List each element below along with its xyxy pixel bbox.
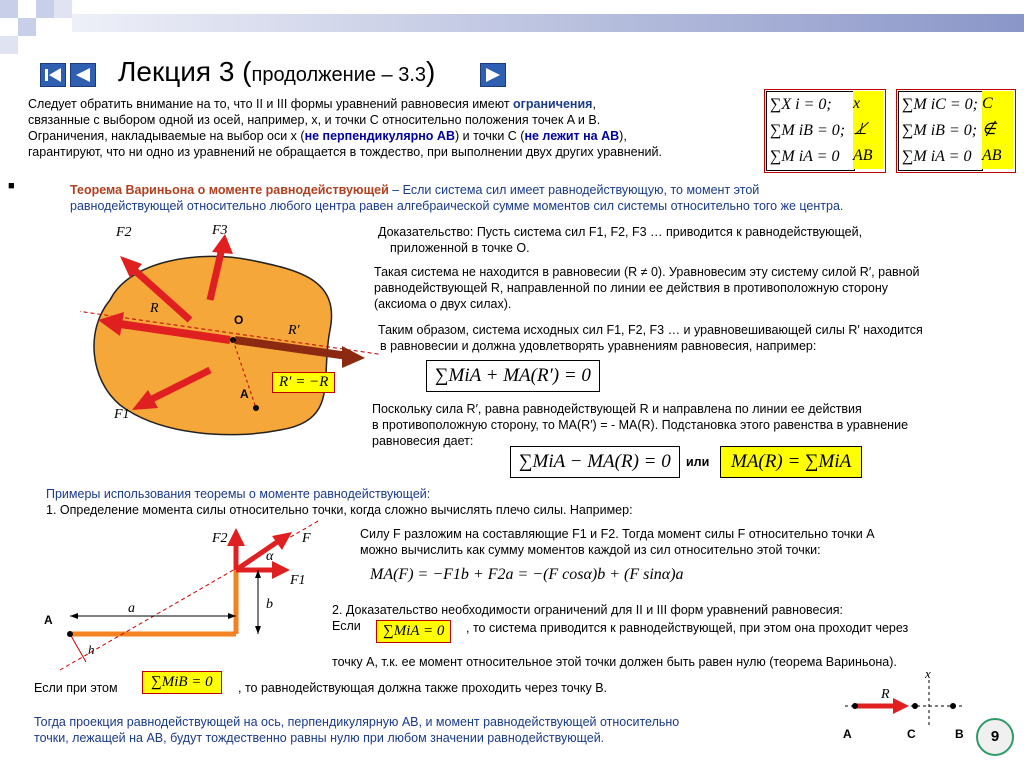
then2-text: , то равнодействующая должна также проходить через точку B. [238, 681, 608, 695]
label-f2: F2 [116, 225, 132, 240]
item2-text: 2. Доказательство необходимости ограничений для II и III форм уравнений равновесия: [332, 603, 843, 617]
svg-text:a: a [128, 601, 135, 616]
if-label: Если [332, 619, 361, 633]
or-label: или [686, 455, 710, 469]
first-slide-button[interactable] [40, 63, 66, 87]
svg-text:C: C [907, 727, 916, 741]
label-a: A [240, 387, 249, 401]
resultant-line-figure [835, 668, 975, 748]
bullet-icon: ■ [8, 180, 15, 192]
arrow-right-icon [481, 64, 505, 86]
intro-text: Следует обратить внимание на то, что II и III формы уравнений равновесия имеют ограничения, связанные с выбором одной из осей, например, x, и точки C относительно положения точек A и B. Ограничения, накладываемые на выбор оси x (не перпендикулярно AB) и точки C (не лежит на AB), гарантируют, что ни одно из уравнений не обращается в тождество, при выполнении двух других уравнений. [28, 97, 662, 159]
equation-sum-mia-zero: ∑MiA = 0 [376, 620, 451, 643]
svg-text:R: R [881, 687, 890, 702]
arrow-left-icon [71, 64, 95, 86]
svg-text:F2: F2 [212, 531, 228, 546]
svg-text:B: B [955, 727, 964, 741]
label-f3: F3 [212, 223, 228, 238]
svg-text:F1: F1 [290, 573, 306, 588]
label-o: O [234, 313, 244, 327]
equilibrium-form-3-box: ∑M iC = 0; ∑M iB = 0; ∑M iA = 0 C ∉ AB [896, 89, 1016, 173]
equation-sum-minus-ma: ∑MiA − MA(R) = 0 [510, 446, 680, 478]
force-f-arrow [236, 532, 292, 570]
page-number-badge: 9 [976, 718, 1014, 756]
point-a-fig2 [67, 631, 73, 637]
proof-text-1: Доказательство: Пусть система сил F1, F2, F3 … приводится к равнодействующей, приложенной в точке O. [378, 225, 863, 255]
page-title: Лекция 3 (продолжение – 3.3) [118, 56, 436, 87]
svg-text:A: A [44, 613, 53, 627]
svg-text:x: x [925, 668, 931, 681]
svg-text:F: F [302, 531, 311, 546]
then-text: , то система приводится к равнодействующей, при этом она проходит через [466, 621, 909, 635]
svg-text:α: α [266, 549, 274, 564]
proof-text-3: Таким образом, система исходных сил F1, F2, F3 … и уравновешивающей силы R′ находится в равновесии и должна удовлетворять уравнениям равновесия, например: [378, 323, 923, 353]
point-a-text: точку A, т.к. ее момент относительное этой точки должен быть равен нулю (теорема Вариньона). [332, 655, 897, 669]
skip-back-icon [41, 64, 65, 86]
r-prime-equals-minus-r: R′ = −R [272, 372, 335, 393]
svg-text:A: A [843, 727, 852, 741]
conclusion-text: Тогда проекция равнодействующей на ось, перпендикулярную AB, и момент равнодействующей относительно точки, лежащей на AB, будут тождественно равны нулю при любом значении равнодействующей. [34, 715, 680, 745]
theorem-text: Теорема Вариньона о моменте равнодействующей – Если система сил имеет равнодействующую, то момент этой равнодействующей относительно любого центра равен алгебраической сумме моментов сил системы относительно того же центра. [70, 183, 844, 213]
examples-block: Примеры использования теоремы о моменте равнодействующей: 1. Определение момента силы относительно точки, когда сложно вычислять плечо силы. Например: [46, 487, 633, 517]
svg-text:h: h [88, 642, 95, 657]
equation-sum-plus-ma: ∑MiA + MA(R′) = 0 [426, 360, 600, 392]
prev-slide-button[interactable] [70, 63, 96, 87]
label-f1: F1 [114, 407, 130, 422]
decomposition-text: Силу F разложим на составляющие F1 и F2. Тогда момент силы F относительно точки A можно вычислить как сумму моментов каждой из сил относительно этой точки: [360, 527, 875, 557]
equation-ma-r: MA(R) = ∑MiA [720, 446, 862, 478]
header-decoration [0, 0, 1024, 60]
varignon-body-figure [80, 220, 380, 440]
label-r-prime: R′ [288, 323, 300, 338]
proof-text-2: Такая система не находится в равновесии (R ≠ 0). Уравновесим эту систему силой R′, равной равнодействующей R, направленной по линии ее действия в противоположную сторону (аксиома о двух силах). [374, 265, 920, 311]
label-r: R [150, 301, 159, 316]
equation-moment-decomposition: MA(F) = −F1b + F2a = −(F cosα)b + (F sinα)a [370, 566, 684, 583]
proof-text-4: Поскольку сила R′, равна равнодействующей R и направлена по линии ее действия в противоположную сторону, то MA(R′) = - MA(R). Подстановка этого равенства в уравнение равновесия дает: [372, 402, 909, 448]
if2-label: Если при этом [34, 681, 118, 695]
equilibrium-form-2-box: ∑X i = 0; ∑M iB = 0; ∑M iA = 0 x ⊥̸ AB [764, 89, 886, 173]
equation-sum-mib-zero: ∑MiB = 0 [142, 671, 222, 694]
svg-text:b: b [266, 597, 273, 612]
next-slide-button[interactable] [480, 63, 506, 87]
